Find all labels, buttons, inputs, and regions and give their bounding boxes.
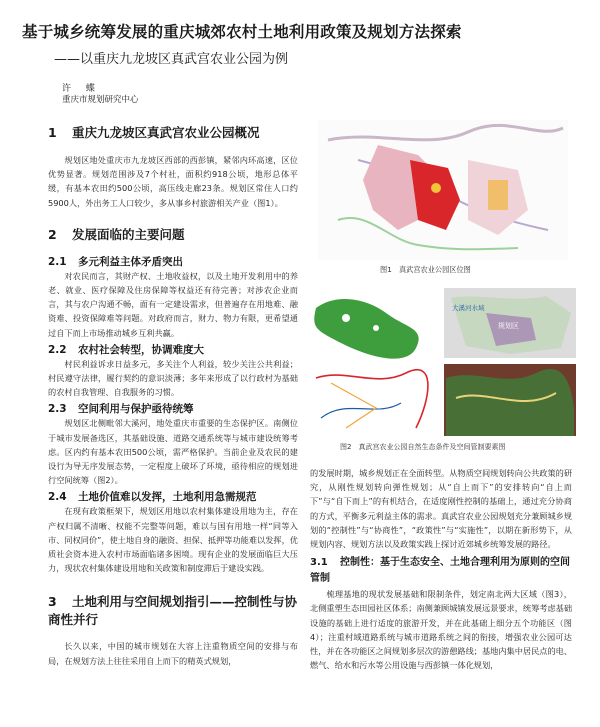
figure-2-caption: 图2 真武宫农业公园自然生态条件及空间管制要素图 [340,443,506,451]
fig2-label-b: 规划区 [498,322,519,330]
section-2-heading: 2 发展面临的主要问题 [48,226,185,242]
section-2-3-paragraph: 规划区北侧毗邻大溪河，地处重庆市重要的生态保护区。南侧位于城市发展备选区，其基础设施、道路交通系统等与城市建设统筹考虑。区内约有基本农田500公顷，需严格保护。当前企业及农民的建设行为导无序发展态势，一定程度上破坏了环境，亟待相应的规划进行空间统筹（图2）。 [48,418,298,486]
map-industrial-zone [488,180,508,210]
section-2-1-paragraph: 对农民而言，其财产权、土地收益权，以及土地开发利用中的养老、就业、医疗保障及住房保障等权益还有待完善；对涉农企业而言，其与农户沟通不畅，面有一定建设需求，但普遍存在用地难、融资难、投资保障难等问题。对政府而言，财力、物力有限，更希望通过自下而上市场推动城乡互利共赢。 [48,270,298,338]
section-3-paragraph-left: 长久以来，中国的城市规划在大容上注重物质空间的安排与布局，在规划方法上往往采用自上而下的精英式规划， [48,641,298,666]
figure-1-location-map [318,120,568,260]
section-2-4-paragraph: 在现有政策框架下，规划区用地以农村集体建设用地为主，存在产权归属不清晰、权能不完整等问题，难以与国有用地一样“同等入市、同权同价”，使土地自身的融资、担保、抵押等功能难以发挥，优质社会资本进入农村市场面临诸多困境。现有企业的发展面临巨大压力，现状农村集体建设用地和关政策和制度滞后于建设实践。 [48,506,298,574]
fig2-terrain [446,369,574,436]
section-2-4-heading: 2.4 土地价值难以发挥，土地利用急需规范 [48,491,257,504]
section-3-1-heading: 3.1 控制性：基于生态安全、土地合理利用为原则的空间管制 [310,557,570,585]
figure-2-ecology-maps [306,288,576,436]
author-name: 许 蝶 [62,84,101,94]
section-3-1-paragraph: 梳理基地的现状发展基础和限制条件，划定南北两大区域（图3），北侧重塑生态田园社区体系；南侧兼顾城镇发展远景要求，统筹考虑基础设施的基础上进行适度的旅游开发，并在此基础上细分五个功能区（图4）；注重村域道路系统与城市道路系统之间的衔接，增强农业公园可达性，并在各功能区之间规划多层次的游憩路线；基地内集中居民点的电、燃气、给水和污水等公用设施与西彭镇一体化规划， [310,589,573,671]
fig2-lake-dot [342,314,350,322]
section-1-heading: 1 重庆九龙坡区真武宫农业公园概况 [48,125,260,140]
section-2-3-heading: 2.3 空间利用与保护亟待统筹 [48,403,194,416]
section-2-2-paragraph: 村民利益诉求日益多元，多关注个人利益，较少关注公共利益；村民遵守法律，履行契约的意识淡薄；多年来形成了以行政村为基础的农村自我管理、自我服务的习惯。 [48,358,298,398]
section-3-heading: 3 土地利用与空间规划指引——控制性与协商性并行 [48,594,298,628]
section-2-1-heading: 2.1 多元利益主体矛盾突出 [48,255,183,268]
section-1-paragraph: 规划区地处重庆市九龙坡区西部的西彭镇，紧邻内环高速，区位优势显著。规划范围涉及7个村社，面积约918公顷，地形总体平缓，有基本农田约500公顷，高压线走廊23条。规划区常住人口约5900人，外出务工人口较少，多从事乡村旅游相关产业（图1）。 [48,155,298,208]
left-column [48,118,298,668]
map-site-marker [431,183,441,193]
paper-subtitle: ——以重庆九龙坡区真武宫农业公园为例 [54,52,289,67]
figure-1-caption: 图1 真武宫农业公园区位图 [380,265,471,274]
fig2-label-a: 大溪河水域 [452,304,485,312]
right-column [310,466,572,672]
paper-title: 基于城乡统筹发展的重庆城郊农村土地利用政策及规划方法探索 [22,23,462,41]
fig2-lake-dot [373,325,379,331]
author-affiliation: 重庆市规划研究中心 [62,95,139,105]
section-2-2-heading: 2.2 农村社会转型，协调难度大 [48,343,204,356]
section-3-paragraph-right: 的发展时期，城乡规划正在全面转型。从物质空间规划转向公共政策的研究，从刚性规划转向弹性规划；从“自上而下”的安排转向“自上而下”与“自下而上”的有机结合，在适度刚性控制的基础上，通过充分协商的方式，平衡多元利益主体的需求。真武宫农业公园规划充分兼顾城乡规划的“控制性”与“协商性”，“政策性”与“实施性”，以期在新形势下，从规划内容、规划方法以及政策实践上探讨近郊城乡统筹发展的路径。 [310,468,573,550]
